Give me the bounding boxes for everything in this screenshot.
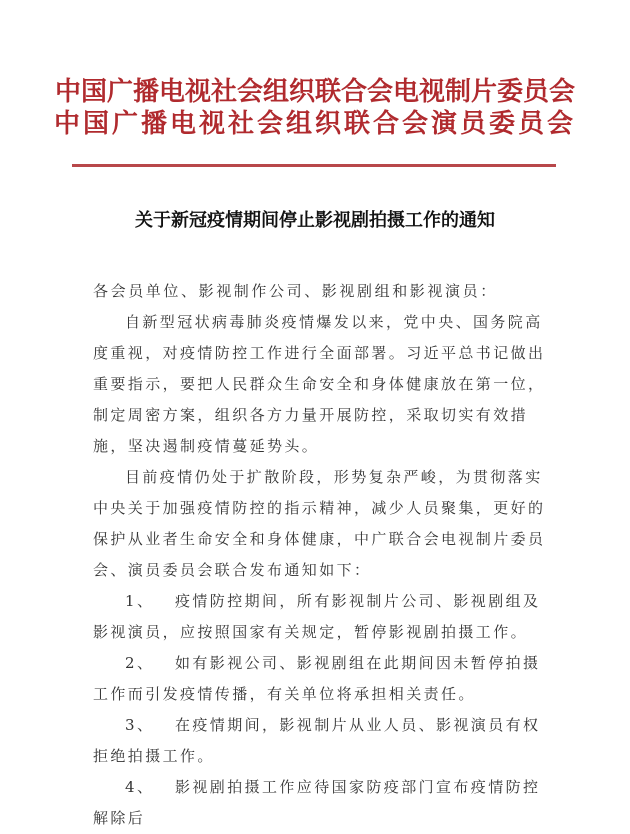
item-text: 疫情防控期间，所有影视制片公司、影视剧组及影视演员，应按照国家有关规定，暂停影视剧拍摄工作。: [93, 592, 541, 641]
document-body: [93, 276, 553, 834]
item-number: 4、: [125, 778, 155, 796]
item-number: 3、: [125, 716, 155, 734]
letterhead-org-1: 中国广播电视社会组织联合会电视制片委员会: [54, 77, 575, 107]
document-title: 关于新冠疫情期间停止影视剧拍摄工作的通知: [135, 210, 495, 231]
paragraph-1: 自新型冠状病毒肺炎疫情爆发以来，党中央、国务院高度重视，对疫情防控工作进行全面部署。习近平总书记做出重要指示，要把人民群众生命安全和身体健康放在第一位，制定周密方案，组织各方力量开展防控，采取切实有效措施，坚决遏制疫情蔓延势头。: [93, 313, 546, 455]
item-text: 影视剧拍摄工作应待国家防疫部门宣布疫情防控解除后: [93, 778, 541, 827]
letterhead: [0, 76, 630, 140]
list-item-1: [93, 586, 553, 648]
item-text: 在疫情期间，影视制片从业人员、影视演员有权拒绝拍摄工作。: [93, 716, 541, 765]
item-number: 1、: [125, 592, 155, 610]
paragraph-2: 目前疫情仍处于扩散阶段，形势复杂严峻，为贯彻落实中央关于加强疫情防控的指示精神，减少人员聚集，更好的保护从业者生命安全和身体健康，中广联合会电视制片委员会、演员委员会联合发布通知如下：: [93, 468, 546, 579]
list-item-2: [93, 648, 553, 710]
letterhead-divider: [72, 164, 556, 167]
item-text: 如有影视公司、影视剧组在此期间因未暂停拍摄工作而引发疫情传播，有关单位将承担相关责任。: [93, 654, 541, 703]
salutation: 各会员单位、影视制作公司、影视剧组和影视演员：: [93, 282, 498, 300]
list-item-4: [93, 772, 553, 834]
item-number: 2、: [125, 654, 155, 672]
letterhead-org-2: 中国广播电视社会组织联合会演员委员会: [53, 109, 576, 139]
list-item-3: [93, 710, 553, 772]
